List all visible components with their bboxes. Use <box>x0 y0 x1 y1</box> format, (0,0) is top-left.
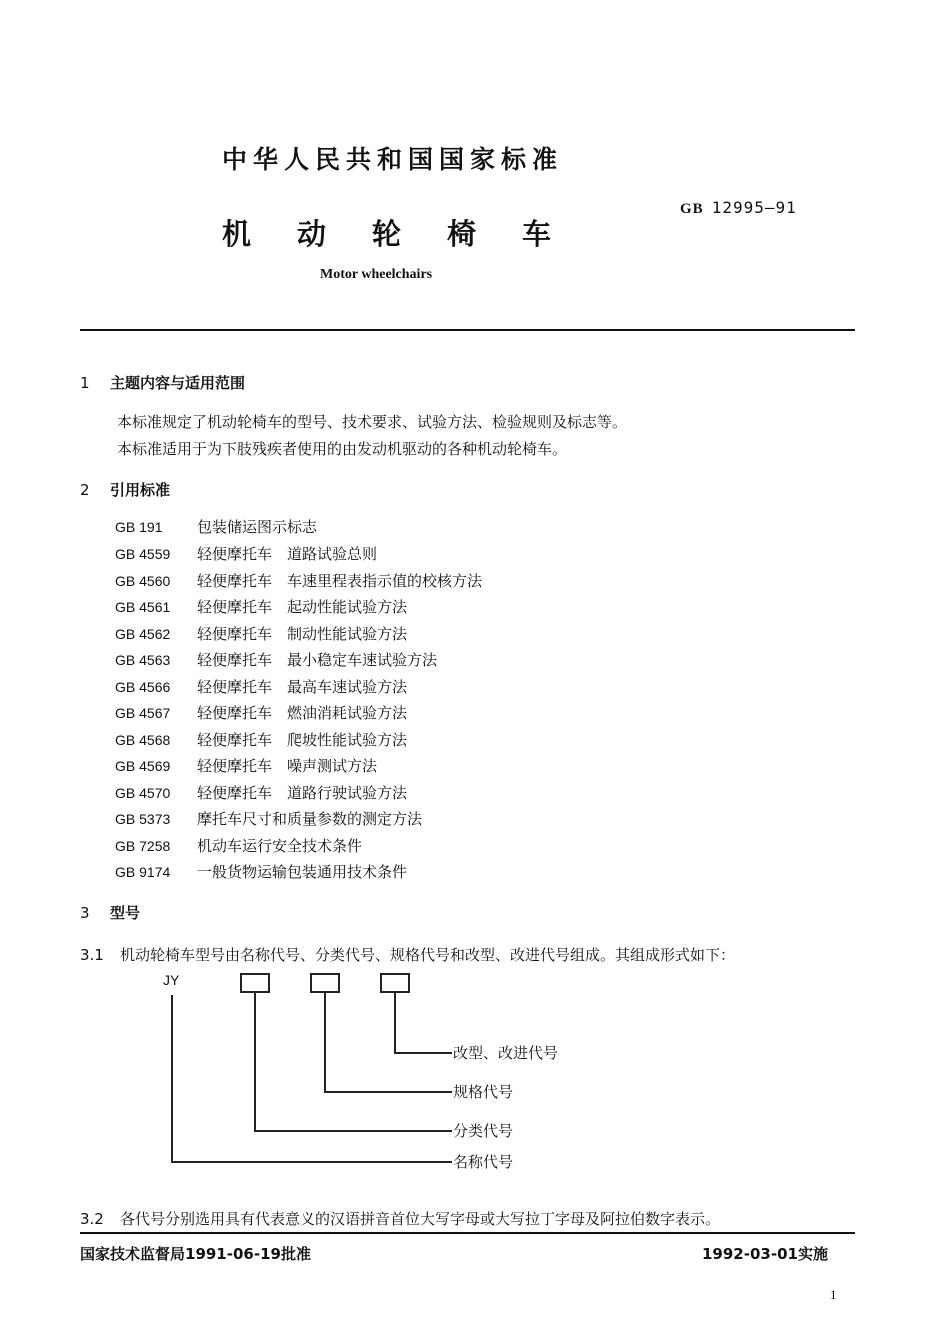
section-3-heading <box>80 902 140 923</box>
section-1-paragraph-1: 本标准规定了机动轮椅车的型号、技术要求、试验方法、检验规则及标志等。 <box>117 413 628 431</box>
page-number: 1 <box>830 1287 837 1302</box>
standard-title: 中华人民共和国国家标准 <box>222 145 564 174</box>
approval-info: 国家技术监督局1991-06-19批准 <box>80 1245 311 1263</box>
header-divider <box>80 329 855 331</box>
reference-item: GB 4562 轻便摩托车 制动性能试验方法 <box>115 625 408 643</box>
reference-item: GB 4559 轻便摩托车 道路试验总则 <box>115 545 378 563</box>
clause-3-1 <box>80 944 735 965</box>
label-revision-code: 改型、改进代号 <box>453 1044 559 1062</box>
reference-item: GB 4569 轻便摩托车 噪声测试方法 <box>115 757 378 775</box>
reference-item: GB 4568 轻便摩托车 爬坡性能试验方法 <box>115 731 408 749</box>
clause-3-2-text: 各代号分别选用具有代表意义的汉语拼音首位大写字母或大写拉丁字母及阿拉伯数字表示。 <box>120 1210 721 1228</box>
line-category-h <box>254 1130 452 1132</box>
gb-number: 12995—91 <box>711 198 797 217</box>
label-name-code: 名称代号 <box>453 1153 514 1171</box>
line-name <box>171 995 173 1162</box>
line-category <box>254 993 256 1131</box>
reference-item: GB 5373 摩托车尺寸和质量参数的测定方法 <box>115 810 423 828</box>
section-3-number: 3 <box>80 904 90 922</box>
gb-code <box>680 198 797 218</box>
reference-item: GB 191 包装储运图示标志 <box>115 518 318 536</box>
section-1-heading <box>80 372 245 393</box>
code-box-revision <box>380 973 410 993</box>
reference-item: GB 4560 轻便摩托车 车速里程表指示值的校核方法 <box>115 572 483 590</box>
label-spec-code: 规格代号 <box>453 1083 514 1101</box>
effective-date: 1992-03-01实施 <box>702 1245 828 1263</box>
line-spec <box>324 993 326 1092</box>
clause-3-2 <box>80 1208 720 1229</box>
code-box-spec <box>310 973 340 993</box>
reference-item: GB 4566 轻便摩托车 最高车速试验方法 <box>115 678 408 696</box>
section-1-number: 1 <box>80 374 90 392</box>
line-revision <box>394 993 396 1053</box>
line-revision-h <box>394 1052 452 1054</box>
section-2-heading <box>80 479 170 500</box>
model-prefix: JY <box>163 972 180 988</box>
clause-3-1-number: 3.1 <box>80 946 104 964</box>
reference-item: GB 4563 轻便摩托车 最小稳定车速试验方法 <box>115 651 438 669</box>
reference-item: GB 4561 轻便摩托车 起动性能试验方法 <box>115 598 408 616</box>
footer-divider <box>80 1232 855 1234</box>
section-2-title: 引用标准 <box>110 481 171 499</box>
clause-3-1-text: 机动轮椅车型号由名称代号、分类代号、规格代号和改型、改进代号组成。其组成形式如下： <box>120 946 736 964</box>
reference-item: GB 4570 轻便摩托车 道路行驶试验方法 <box>115 784 408 802</box>
label-category-code: 分类代号 <box>453 1122 514 1140</box>
document-title-english: Motor wheelchairs <box>320 267 433 282</box>
section-2-number: 2 <box>80 481 90 499</box>
reference-item: GB 4567 轻便摩托车 燃油消耗试验方法 <box>115 704 408 722</box>
section-1-paragraph-2: 本标准适用于为下肢残疾者使用的由发动机驱动的各种机动轮椅车。 <box>117 440 568 458</box>
line-spec-h <box>324 1091 452 1093</box>
section-1-title: 主题内容与适用范围 <box>110 374 246 392</box>
document-title: 机动轮椅车 <box>222 217 598 251</box>
reference-item: GB 9174 一般货物运输包装通用技术条件 <box>115 863 408 881</box>
gb-prefix: GB <box>680 201 704 217</box>
section-3-title: 型号 <box>110 904 141 922</box>
reference-item: GB 7258 机动车运行安全技术条件 <box>115 837 363 855</box>
line-name-h <box>171 1161 452 1163</box>
code-box-category <box>240 973 270 993</box>
clause-3-2-number: 3.2 <box>80 1210 104 1228</box>
